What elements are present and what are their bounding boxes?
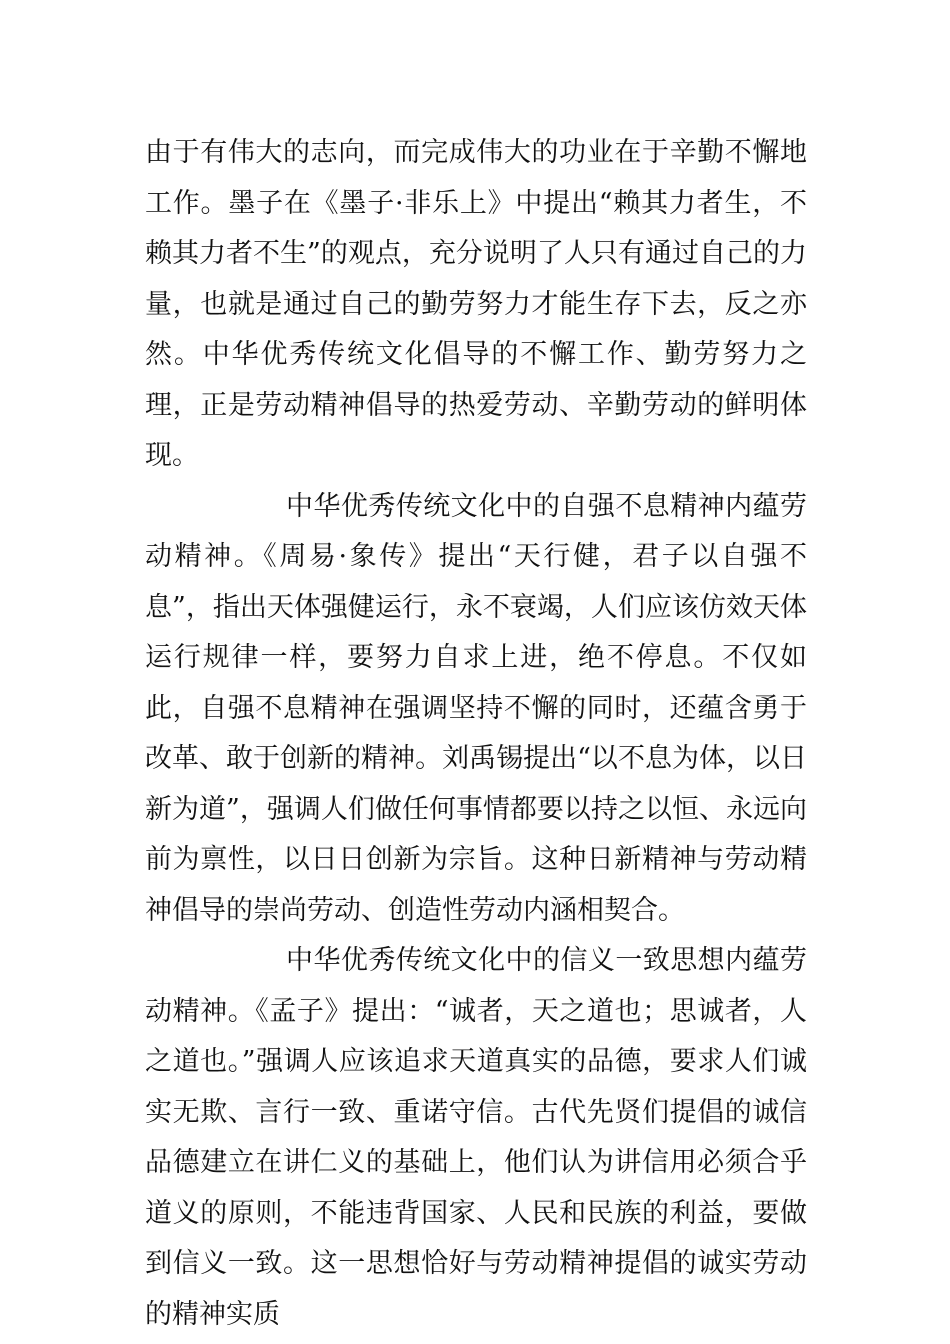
paragraph-continuation: 由于有伟大的志向，而完成伟大的功业在于辛勤不懈地工作。墨子在《墨子·非乐上》中提出“赖其力者生，不赖其力者不生”的观点，充分说明了人只有通过自己的力量，也就是通过自己的勤劳努力才能生存下去，反之亦然。中华优秀传统文化倡导的不懈工作、勤劳努力之理，正是劳动精神倡导的热爱劳动、辛勤劳动的鲜明体现。 [145, 137, 807, 471]
paragraph-integrity: 中华优秀传统文化中的信义一致思想内蕴劳动精神。《孟子》提出：“诚者，天之道也；思诚者，人之道也。”强调人应该追求天道真实的品德，要求人们诚实无欺、言行一致、重诺守信。古代先贤们提倡的诚信品德建立在讲仁义的基础上，他们认为讲信用必须合乎道义的原则，不能违背国家、人民和民族的利益，要做到信义一致。这一思想恰好与劳动精神提倡的诚实劳动的精神实质 [145, 945, 807, 1330]
paragraph-self-improvement: 中华优秀传统文化中的自强不息精神内蕴劳动精神。《周易·象传》提出“天行健，君子以自强不息”，指出天体强健运行，永不衰竭，人们应该仿效天体运行规律一样，要努力自求上进，绝不停息。不仅如此，自强不息精神在强调坚持不懈的同时，还蕴含勇于改革、敢于创新的精神。刘禹锡提出“以不息为体，以日新为道”，强调人们做任何事情都要以持之以恒、永远向前为禀性，以日日创新为宗旨。这种日新精神与劳动精神倡导的崇尚劳动、创造性劳动内涵相契合。 [145, 490, 807, 926]
document-body [145, 128, 807, 1340]
